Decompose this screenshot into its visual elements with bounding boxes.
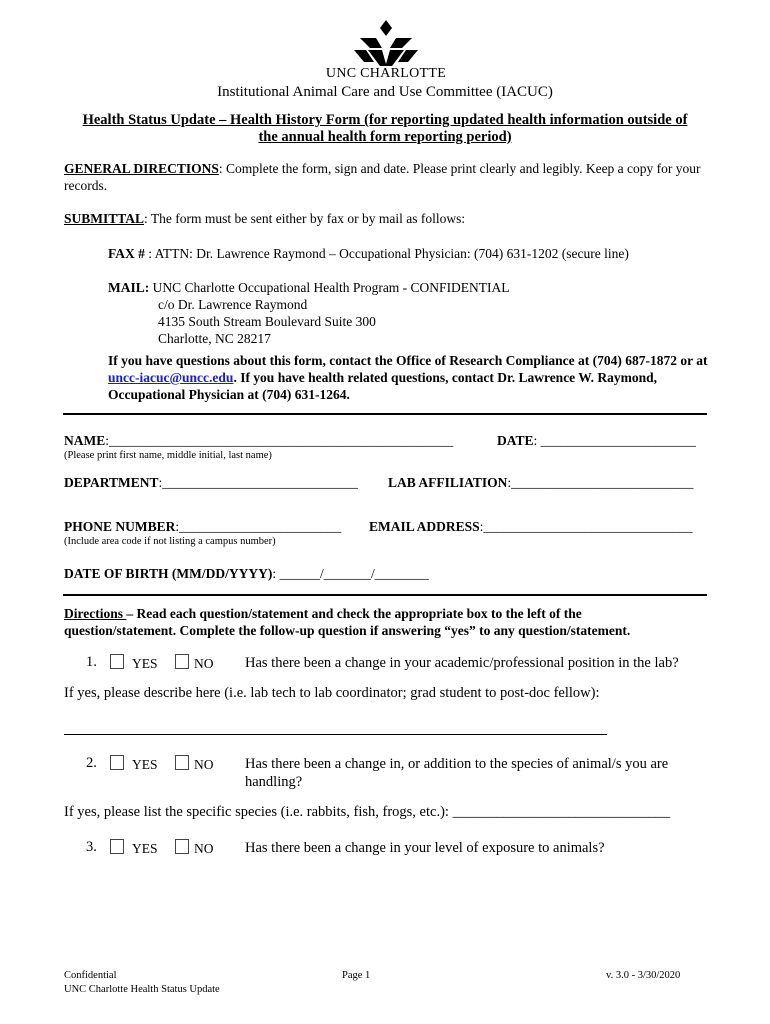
logo-text: UNC CHARLOTTE bbox=[325, 66, 447, 81]
dob-field[interactable] bbox=[64, 566, 429, 582]
no-checkbox[interactable] bbox=[175, 755, 189, 770]
date-blank: : _______________________ bbox=[533, 433, 696, 448]
followup-q2-text: If yes, please list the specific species (i.e. rabbits, fish, frogs, etc.): bbox=[64, 804, 453, 820]
email-label: EMAIL ADDRESS bbox=[369, 519, 480, 534]
dob-blank: : ______/_______/________ bbox=[272, 566, 429, 581]
submittal bbox=[64, 210, 704, 227]
questions-text-1: If you have questions about this form, contact the Office of Research Compliance at (704) 687-1872 or at bbox=[108, 353, 708, 368]
no-checkbox[interactable] bbox=[175, 839, 189, 854]
question-number: 1. bbox=[86, 654, 97, 670]
directions bbox=[64, 605, 664, 639]
directions-label: Directions bbox=[64, 606, 127, 621]
phone-hint: (Include area code if not listing a campus number) bbox=[64, 536, 276, 547]
no-checkbox[interactable] bbox=[175, 654, 189, 669]
name-blank: :___________________________________________________ bbox=[105, 433, 454, 448]
followup-q2-blank[interactable]: ______________________________ bbox=[452, 804, 671, 820]
form-title bbox=[0, 112, 770, 146]
date-label: DATE bbox=[497, 433, 534, 448]
mail-line3: 4135 South Stream Boulevard Suite 300 bbox=[158, 314, 376, 329]
lab-affiliation-blank: :___________________________ bbox=[507, 475, 694, 490]
fax-label: FAX # bbox=[108, 246, 145, 261]
lab-affiliation-field[interactable] bbox=[388, 475, 693, 491]
general-directions bbox=[64, 160, 704, 194]
no-label: NO bbox=[194, 841, 214, 856]
mail-line4: Charlotte, NC 28217 bbox=[158, 331, 271, 346]
name-hint: (Please print first name, middle initial, last name) bbox=[64, 450, 272, 461]
followup-q1: If yes, please describe here (i.e. lab tech to lab coordinator; grad student to post-doc fellow): bbox=[64, 685, 600, 701]
question-number: 3. bbox=[86, 839, 97, 855]
questions-contact bbox=[108, 352, 708, 403]
mail-line2: c/o Dr. Lawrence Raymond bbox=[158, 297, 308, 312]
question-text: Has there been a change in your level of exposure to animals? bbox=[245, 840, 605, 856]
email-blank: :_______________________________ bbox=[479, 519, 693, 534]
iacuc-email-link[interactable]: uncc-iacuc@uncc.edu bbox=[108, 370, 234, 385]
general-directions-text: : Complete the form, sign and date. Please print clearly and legibly. Keep a copy for your records. bbox=[64, 161, 701, 193]
yes-checkbox[interactable] bbox=[110, 654, 124, 669]
question-text: Has there been a change in, or addition to the species of animal/s you are handling? bbox=[245, 756, 669, 790]
fax-text: : ATTN: Dr. Lawrence Raymond – Occupational Physician: (704) 631-1202 (secure line) bbox=[144, 246, 629, 261]
mail-line1: UNC Charlotte Occupational Health Program - CONFIDENTIAL bbox=[149, 280, 510, 295]
no-label: NO bbox=[194, 656, 214, 671]
footer-confidential: Confidential bbox=[64, 970, 117, 981]
yes-label: YES bbox=[132, 656, 158, 671]
footer-page-number: Page 1 bbox=[342, 970, 371, 981]
divider bbox=[63, 594, 707, 596]
footer-left bbox=[64, 969, 220, 997]
unc-charlotte-logo bbox=[325, 18, 447, 84]
lab-affiliation-label: LAB AFFILIATION bbox=[388, 475, 508, 490]
department-field[interactable] bbox=[64, 475, 358, 491]
dob-label: DATE OF BIRTH (MM/DD/YYYY) bbox=[64, 566, 273, 581]
mail-label: MAIL: bbox=[108, 280, 150, 295]
answer-line[interactable] bbox=[64, 734, 607, 735]
email-field[interactable] bbox=[369, 519, 693, 535]
name-field[interactable] bbox=[64, 433, 453, 449]
phone-label: PHONE NUMBER bbox=[64, 519, 176, 534]
directions-text: – Read each question/statement and check the appropriate box to the left of the question/statement. Complete the follow-up question if answering “yes” to any question/statement. bbox=[64, 606, 631, 638]
submittal-text: : The form must be sent either by fax or by mail as follows: bbox=[144, 211, 466, 226]
phone-blank: :________________________ bbox=[175, 519, 342, 534]
committee-title: Institutional Animal Care and Use Committee (IACUC) bbox=[217, 84, 553, 100]
footer-doc-name: UNC Charlotte Health Status Update bbox=[64, 984, 220, 995]
yes-label: YES bbox=[132, 757, 158, 772]
submittal-label: SUBMITTAL bbox=[64, 211, 145, 226]
divider bbox=[63, 413, 707, 415]
yes-checkbox[interactable] bbox=[110, 839, 124, 854]
department-blank: :_____________________________ bbox=[158, 475, 359, 490]
yes-label: YES bbox=[132, 841, 158, 856]
department-label: DEPARTMENT bbox=[64, 475, 159, 490]
form-title-line2: the annual health form reporting period) bbox=[258, 129, 512, 145]
question-number: 2. bbox=[86, 755, 97, 771]
no-label: NO bbox=[194, 757, 214, 772]
questions-text-2: . If you have health related questions, contact Dr. Lawrence W. Raymond, Occupational Physician at (704) 631-1264. bbox=[108, 370, 657, 402]
yes-checkbox[interactable] bbox=[110, 755, 124, 770]
date-field[interactable] bbox=[497, 433, 696, 449]
name-label: NAME bbox=[64, 433, 106, 448]
fax-line bbox=[108, 245, 718, 262]
form-title-line1: Health Status Update – Health History Form (for reporting updated health information outside of bbox=[82, 112, 688, 128]
footer-version: v. 3.0 - 3/30/2020 bbox=[606, 970, 681, 981]
phone-field[interactable] bbox=[64, 519, 341, 535]
question-text: Has there been a change in your academic/professional position in the lab? bbox=[245, 655, 679, 671]
general-directions-label: GENERAL DIRECTIONS bbox=[64, 161, 219, 176]
mail-line bbox=[108, 279, 718, 296]
followup-q2 bbox=[64, 803, 670, 821]
